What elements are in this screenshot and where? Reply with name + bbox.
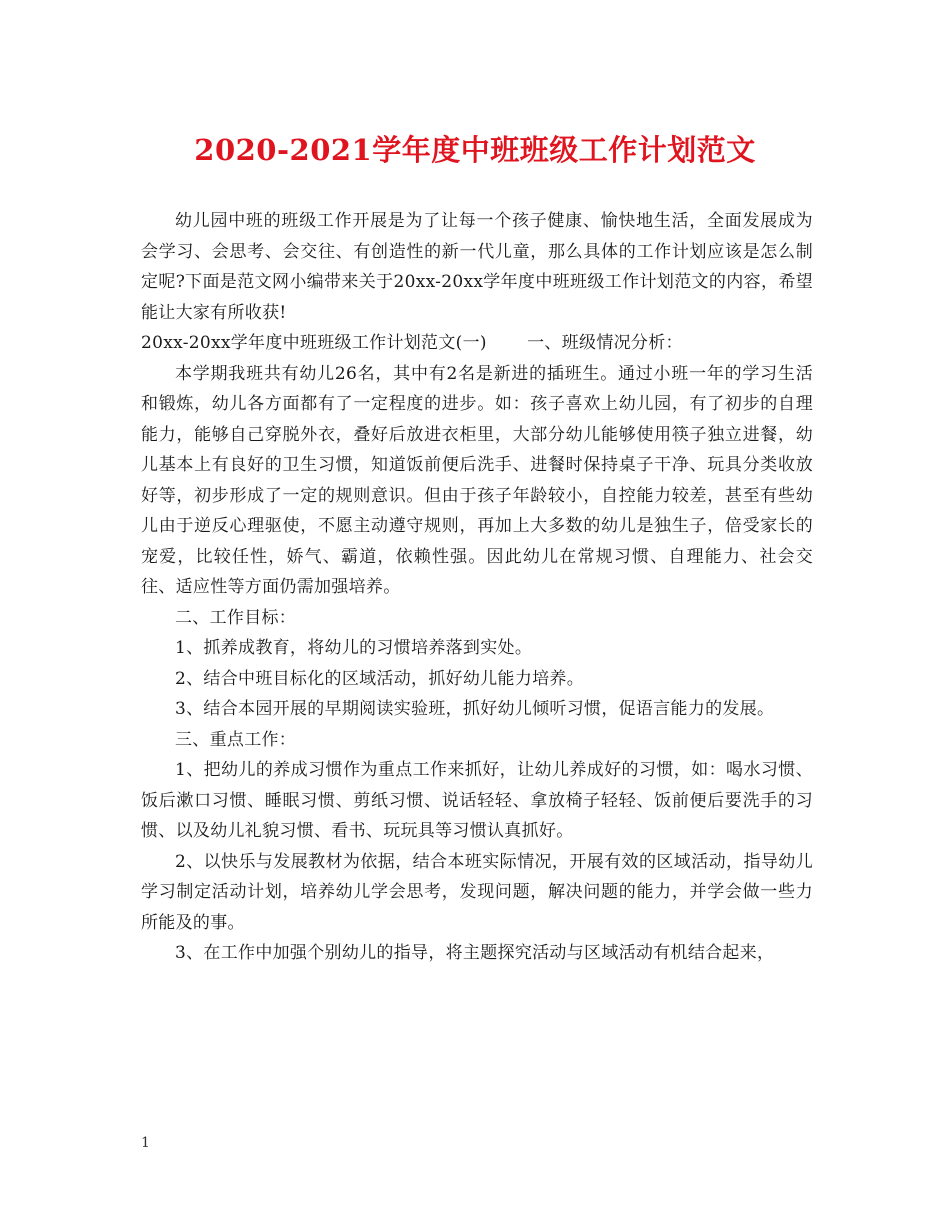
key-work-item-3: 3、在工作中加强个别幼儿的指导，将主题探究活动与区域活动有机结合起来，	[175, 943, 775, 963]
key-work-item-1: 1、把幼儿的养成习惯作为重点工作来抓好，让幼儿养成好的习惯，如：喝水习惯、饭后漱口习惯、睡眠习惯、剪纸习惯、说话轻轻、拿放椅子轻轻、饭前便后要洗手的习惯、以及幼儿礼貌习惯、看书、玩玩具等习惯认真抓好。	[141, 760, 813, 841]
goal-item-2: 2、结合中班目标化的区域活动，抓好幼儿能力培养。	[175, 668, 585, 689]
intro-paragraph: 幼儿园中班的班级工作开展是为了让每一个孩子健康、愉快地生活，全面发展成为会学习、会思考、会交往、有创造性的新一代儿童，那么具体的工作计划应该是怎么制定呢?下面是范文网小编带来关于20xx-20xx学年度中班班级工作计划范文的内容，希望能让大家有所收获!	[141, 211, 813, 323]
goal-item-3: 3、结合本园开展的早期阅读实验班，抓好幼儿倾听习惯，促语言能力的发展。	[175, 699, 775, 719]
section-heading-line: 20xx-20xx学年度中班班级工作计划范文(一) 一、班级情况分析：	[141, 333, 683, 353]
page-number: 1	[141, 1135, 150, 1151]
key-work-heading: 三、重点工作：	[175, 729, 297, 750]
key-work-item-2: 2、以快乐与发展教材为依据，结合本班实际情况，开展有效的区域活动，指导幼儿学习制定活动计划，培养幼儿学会思考，发现问题，解决问题的能力，并学会做一些力所能及的事。	[141, 851, 813, 933]
goal-item-1: 1、抓养成教育，将幼儿的习惯培养落到实处。	[175, 638, 533, 658]
work-goals-heading: 二、工作目标：	[175, 607, 297, 628]
document-title: 2020-2021学年度中班班级工作计划范文	[194, 133, 756, 167]
document-body	[141, 206, 813, 969]
class-analysis-paragraph: 本学期我班共有幼儿26名，其中有2名是新进的插班生。通过小班一年的学习生活和锻炼，幼儿各方面都有了一定程度的进步。如：孩子喜欢上幼儿园，有了初步的自理能力，能够自己穿脱外衣，叠好后放进衣柜里，大部分幼儿能够使用筷子独立进餐，幼儿基本上有良好的卫生习惯，知道饭前便后洗手、进餐时保持桌子干净、玩具分类收放好等，初步形成了一定的规则意识。但由于孩子年龄较小，自控能力较差，甚至有些幼儿由于逆反心理驱使，不愿主动遵守规则，再加上大多数的幼儿是独生子，倍受家长的宠爱，比较任性，娇气、霸道，依赖性强。因此幼儿在常规习惯、自理能力、社会交往、适应性等方面仍需加强培养。	[141, 363, 813, 597]
